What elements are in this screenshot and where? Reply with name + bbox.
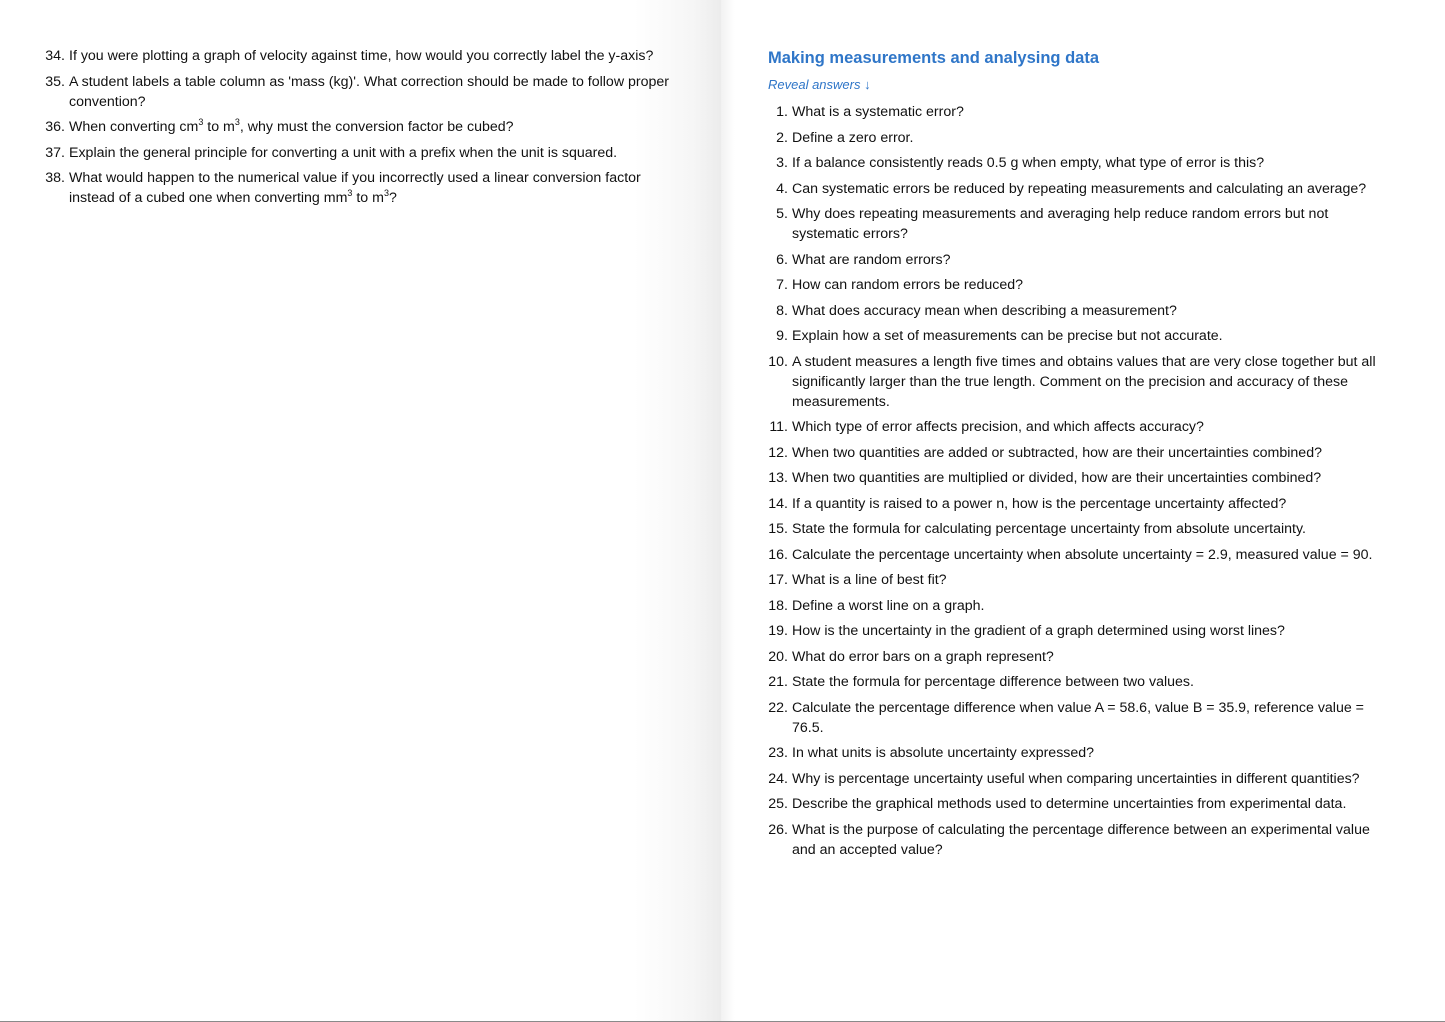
question-text: State the formula for percentage difference between two values.	[792, 674, 1194, 690]
right-page	[721, 0, 1445, 1021]
question-text: Why is percentage uncertainty useful when comparing uncertainties in different quantities?	[792, 770, 1360, 787]
question-item	[776, 250, 1392, 270]
question-item	[45, 117, 679, 137]
question-number: 22.	[768, 699, 788, 716]
question-number: 37.	[45, 144, 65, 161]
question-text: State the formula for calculating percentage uncertainty from absolute uncertainty.	[792, 521, 1306, 537]
question-number: 15.	[768, 521, 788, 537]
question-number: 18.	[768, 597, 788, 614]
question-number: 2.	[776, 129, 788, 146]
left-page	[0, 0, 721, 1021]
question-number: 24.	[768, 770, 788, 787]
question-number: 4.	[776, 180, 788, 197]
question-item	[768, 743, 1392, 763]
superscript: 3	[234, 117, 240, 127]
superscript: 3	[383, 188, 389, 198]
question-item	[45, 143, 679, 163]
question-text: When two quantities are added or subtracted, how are their uncertainties combined?	[792, 444, 1322, 461]
question-item	[776, 301, 1392, 321]
question-text: Why does repeating measurements and averaging help reduce random errors but not systematic errors?	[792, 206, 1329, 242]
question-number: 5.	[776, 206, 788, 222]
question-item	[768, 519, 1392, 539]
question-item	[768, 443, 1392, 463]
question-text: How can random errors be reduced?	[792, 277, 1024, 293]
question-item	[768, 352, 1392, 412]
question-number: 11.	[769, 419, 788, 435]
section-title: Making measurements and analysing data	[768, 49, 1100, 67]
question-item	[776, 204, 1392, 244]
question-item	[45, 168, 679, 208]
question-number: 19.	[768, 623, 788, 639]
question-number: 26.	[768, 821, 788, 838]
question-text: Define a zero error.	[792, 129, 914, 146]
question-number: 17.	[768, 572, 788, 588]
question-item	[768, 820, 1392, 860]
question-text: Calculate the percentage difference when value A = 58.6, value B = 35.9, reference value = 76.5.	[792, 699, 1364, 736]
question-item	[776, 179, 1392, 199]
text-segment: to m	[352, 190, 384, 206]
right-question-list	[768, 102, 1392, 865]
question-item	[776, 128, 1392, 148]
question-number: 6.	[776, 251, 788, 268]
question-item	[768, 570, 1392, 590]
question-number: 12.	[768, 444, 788, 461]
question-text: What is the purpose of calculating the percentage difference between an experimental value and an accepted value?	[792, 821, 1370, 858]
question-text: Define a worst line on a graph.	[792, 597, 985, 614]
question-item	[768, 672, 1392, 692]
question-item	[768, 794, 1392, 814]
question-number: 1.	[776, 104, 788, 120]
question-text: What do error bars on a graph represent?	[792, 648, 1054, 665]
superscript: 3	[198, 117, 204, 127]
question-number: 9.	[776, 328, 788, 344]
question-number: 7.	[776, 277, 788, 293]
question-text: If a quantity is raised to a power n, how is the percentage uncertainty affected?	[792, 495, 1287, 512]
question-item	[776, 102, 1392, 122]
question-item	[768, 494, 1392, 514]
question-number: 23.	[768, 745, 788, 761]
question-number: 8.	[776, 302, 788, 319]
question-number: 21.	[768, 674, 788, 690]
question-text: Calculate the percentage uncertainty when absolute uncertainty = 2.9, measured value = 90.	[792, 546, 1373, 563]
question-text: Which type of error affects precision, and which affects accuracy?	[792, 419, 1204, 435]
question-number: 36.	[45, 119, 65, 135]
question-item	[45, 46, 679, 66]
question-item	[768, 647, 1392, 667]
question-text: What is a line of best fit?	[792, 572, 947, 588]
question-text	[69, 119, 514, 135]
question-number: 10.	[768, 353, 788, 370]
question-text: Explain how a set of measurements can be precise but not accurate.	[792, 328, 1223, 344]
text-segment: What would happen to the numerical value if you incorrectly used a linear conversion factor instead of a cubed one when converting mm	[69, 170, 641, 206]
question-item	[768, 621, 1392, 641]
question-text: Can systematic errors be reduced by repeating measurements and calculating an average?	[792, 180, 1367, 197]
question-text: Explain the general principle for converting a unit with a prefix when the unit is squared.	[69, 144, 618, 161]
question-text: A student labels a table column as 'mass (kg)'. What correction should be made to follow proper convention?	[69, 73, 670, 110]
superscript: 3	[347, 188, 353, 198]
question-item	[768, 468, 1392, 488]
question-number: 38.	[45, 170, 65, 186]
question-number: 20.	[768, 648, 788, 665]
question-number: 34.	[45, 48, 65, 64]
question-text: If a balance consistently reads 0.5 g when empty, what type of error is this?	[792, 155, 1265, 171]
question-text: If you were plotting a graph of velocity against time, how would you correctly label the y-axis?	[69, 48, 654, 64]
text-segment: When converting cm	[69, 119, 199, 135]
question-number: 16.	[768, 546, 788, 563]
question-item	[776, 326, 1392, 346]
question-number: 35.	[45, 73, 65, 90]
question-item	[768, 698, 1392, 738]
question-text: When two quantities are multiplied or divided, how are their uncertainties combined?	[792, 470, 1322, 486]
question-text: A student measures a length five times and obtains values that are very close together but all significantly larger than the true length. Comment on the precision and accuracy of these measurements.	[792, 353, 1376, 410]
question-item	[769, 417, 1392, 437]
question-item	[45, 72, 679, 112]
question-number: 25.	[768, 796, 788, 812]
question-item	[768, 596, 1392, 616]
text-segment: , why must the conversion factor be cubed?	[239, 119, 514, 135]
question-number: 13.	[768, 470, 788, 486]
reveal-answers-link[interactable]: Reveal answers ↓	[768, 77, 871, 92]
text-segment: ?	[388, 190, 397, 206]
question-text: In what units is absolute uncertainty expressed?	[792, 745, 1095, 761]
question-text	[69, 170, 641, 206]
question-text: Describe the graphical methods used to determine uncertainties from experimental data.	[792, 796, 1347, 812]
question-text: What are random errors?	[792, 251, 951, 268]
question-item	[776, 153, 1392, 173]
question-text: What does accuracy mean when describing a measurement?	[792, 302, 1177, 319]
left-question-list	[45, 46, 679, 214]
question-number: 14.	[768, 495, 788, 512]
question-item	[768, 769, 1392, 789]
question-number: 3.	[776, 155, 788, 171]
question-item	[776, 275, 1392, 295]
question-text: What is a systematic error?	[792, 104, 964, 120]
question-text: How is the uncertainty in the gradient of a graph determined using worst lines?	[792, 623, 1285, 639]
text-segment: to m	[203, 119, 235, 135]
question-item	[768, 545, 1392, 565]
